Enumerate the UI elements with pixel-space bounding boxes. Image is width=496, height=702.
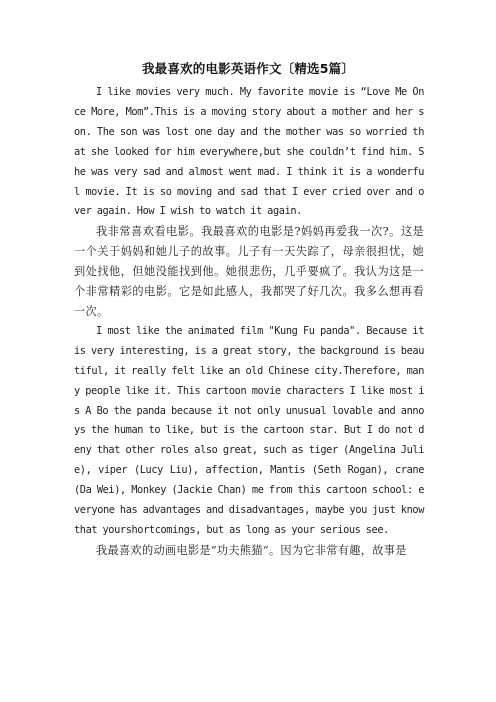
- paragraph-english-1: I like movies very much. My favorite movie is “Love Me Once More, Mom”.This is a moving story about a mother and her son. The son was lost one day and the mother was so worried that she looked for him everywhere,but she couldn’t find him. She was very sad and almost went mad. I think it is a wonderful movie. It is so moving and sad that I ever cried over and over again. How I wish to watch it again.: [74, 86, 424, 218]
- document-body: [74, 83, 424, 561]
- paragraph-english-2: I most like the animated film "Kung Fu panda". Because it is very interesting, is a great story, the background is beautiful, it really felt like an old Chinese city.Therefore, many people like it. This cartoon movie characters I like most is A Bo the panda because it not only unusual lovable and annoys the human to like, but is the cartoon star. But I do not deny that other roles also great, such as tiger (Angelina Julie), viper (Lucy Liu), affection, Mantis (Seth Rogan), crane (Da Wei), Monkey (Jackie Chan) me from this cartoon school: everyone has advantages and disadvantages, maybe you just know that yourshortcomings, but as long as your serious see.: [74, 324, 424, 536]
- document-title: 我最喜欢的电影英语作文〔精选5篇〕: [141, 61, 355, 76]
- paragraph-chinese-1: 我非常喜欢看电影。我最喜欢的电影是?妈妈再爱我一次?。这是一个关于妈妈和她儿子的故事。儿子有一天失踪了，母亲很担忧，她到处找他，但她没能找到他。她很悲伤，几乎要疯了。我认为这是一个非常精彩的电影。它是如此感人，我都哭了好几次。我多么想再看一次。: [74, 225, 424, 318]
- paragraph-chinese-2: 我最喜欢的动画电影是“功夫熊猫“。因为它非常有趣，故事是: [96, 543, 407, 557]
